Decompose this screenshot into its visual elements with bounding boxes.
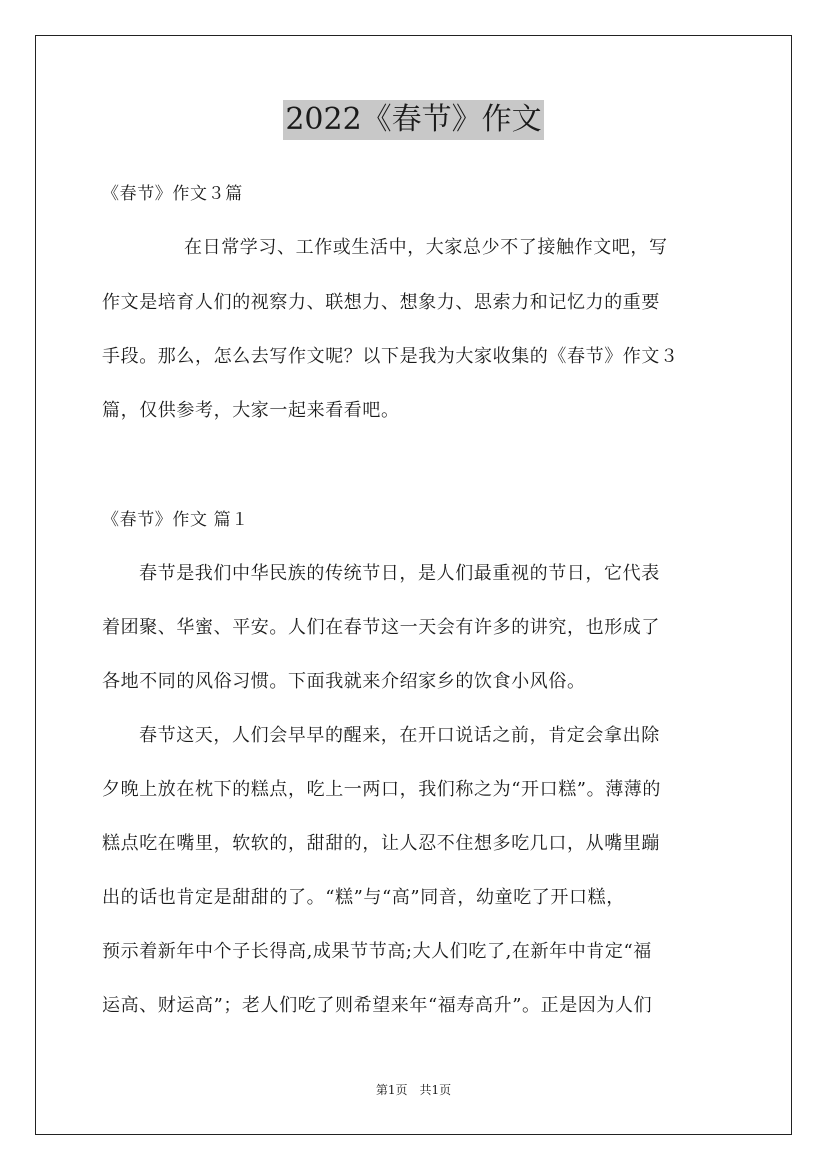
paragraph-line: 着团聚、华蜜、平安。人们在春节这一天会有许多的讲究，也形成了	[102, 617, 660, 638]
paragraph-line: 春节这天，人们会早早的醒来，在开口说话之前，肯定会拿出除	[139, 725, 660, 746]
intro-line: 手段。那么，怎么去写作文呢？以下是我为大家收集的《春节》作文３	[102, 346, 679, 367]
section-heading: 《春节》作文 篇１	[102, 510, 249, 530]
document-title: 2022《春节》作文	[283, 100, 543, 140]
intro-line: 作文是培育人们的视察力、联想力、想象力、思索力和记忆力的重要	[102, 292, 660, 313]
paragraph-line: 夕晚上放在枕下的糕点，吃上一两口，我们称之为“开口糕”。薄薄的	[102, 779, 662, 800]
paragraph-line: 出的话也肯定是甜甜的了。“糕”与“高”同音，幼童吃了开口糕，	[102, 887, 625, 908]
paragraph-line: 预示着新年中个子长得高,成果节节高;大人们吃了,在新年中肯定“福	[102, 941, 652, 962]
title-wrapper	[0, 100, 827, 140]
intro-line: 篇，仅供参考，大家一起来看看吧。	[102, 400, 400, 421]
paragraph-line: 糕点吃在嘴里，软软的，甜甜的，让人忍不住想多吃几口，从嘴里蹦	[102, 833, 660, 854]
paragraph-line: 各地不同的风俗习惯。下面我就来介绍家乡的饮食小风俗。	[102, 671, 586, 692]
main-heading: 《春节》作文３篇	[102, 184, 243, 204]
paragraph-line: 运高、财运高”；老人们吃了则希望来年“福寿高升”。正是因为人们	[102, 995, 653, 1016]
intro-line: 在日常学习、工作或生活中，大家总少不了接触作文吧，写	[184, 237, 668, 258]
paragraph-line: 春节是我们中华民族的传统节日，是人们最重视的节日，它代表	[139, 563, 660, 584]
page-footer: 第1页 共1页	[375, 1083, 452, 1097]
